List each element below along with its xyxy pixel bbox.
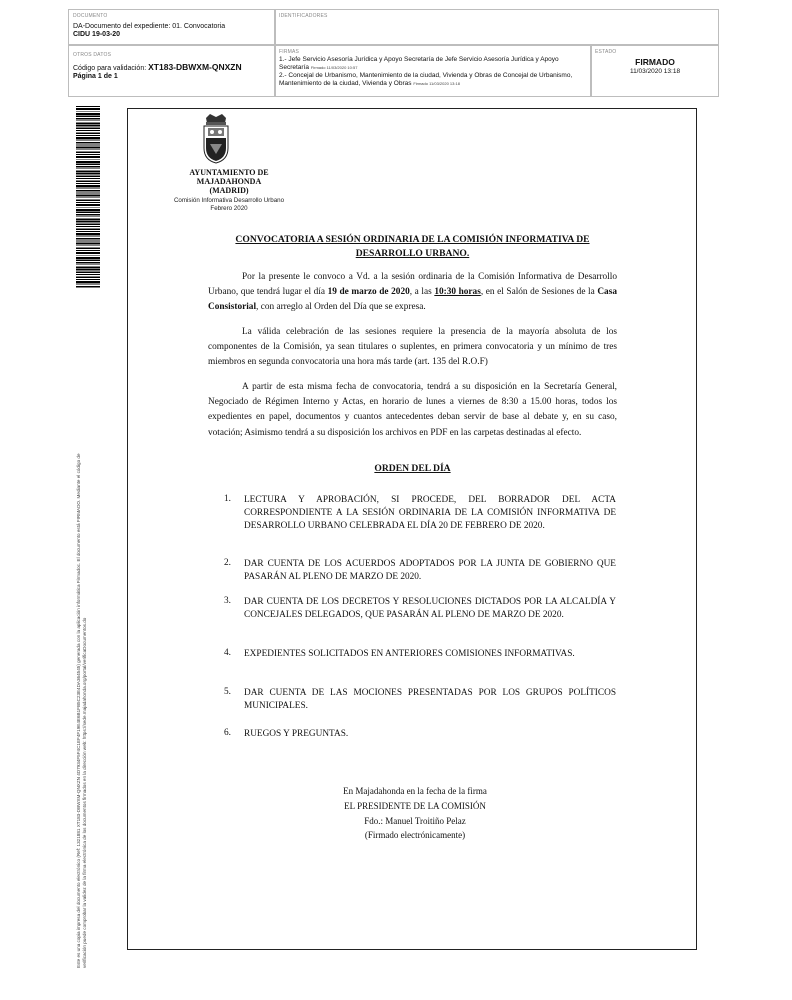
side-verification-text: Este es una copia impresa del documento electrónico (Ref: 1321881 XT183-DBWXM-QNXZN 4D7934F5F4C1EF4F19E4E6B1FB5C23E4DA364545) generada con la aplicación informática Firmadoc. El documento está FIRMADO. Mediante el código de verificación puede comprobar la validez de la firma electrónica de los documentos firmados en la dirección web: https://sede.majadahonda.org/portal/verificaDocumentos.do xyxy=(76,453,87,968)
item-5-text: DAR CUENTA DE LAS MOCIONES PRESENTADAS POR LOS GRUPOS POLÍTICOS MUNICIPALES. xyxy=(244,688,616,711)
item-3-text: DAR CUENTA DE LOS DECRETOS Y RESOLUCIONES DICTADOS POR LA ALCALDÍA Y CONCEJALES DELEGADOS, QUE PASARÁN AL PLENO DE MARZO DE 2020. xyxy=(244,597,616,620)
firma-1-date: Firmado 11/03/2020 10:57 xyxy=(310,64,358,70)
estado-date: 11/03/2020 13:18 xyxy=(629,68,681,75)
estado-value: FIRMADO xyxy=(635,57,675,67)
letterhead-line3: (MADRID) xyxy=(209,185,249,195)
orden-heading: ORDEN DEL DÍA xyxy=(374,463,451,474)
firmas-label: FIRMAS xyxy=(279,49,300,55)
coat-of-arms-icon xyxy=(200,114,232,164)
document-title xyxy=(200,233,625,261)
documento-label: DOCUMENTO xyxy=(73,13,108,19)
signature-line3: Fdo.: Manuel Troitiño Pelaz xyxy=(364,815,466,826)
documento-line1: DA-Documento del expediente: 01. Convocatoria xyxy=(73,23,226,30)
pagina: Página 1 de 1 xyxy=(73,73,118,80)
letterhead-line2: MAJADAHONDA xyxy=(196,176,262,186)
firma-1: 1.- Jefe Servicio Asesoría Jurídica y Apoyo Secretaría de Jefe Servicio Asesoría Jurídica y Apoyo Secretaría Firmado 11/03/2020 10:57 xyxy=(279,56,559,71)
item-4-number: 4. xyxy=(224,648,231,658)
item-1-text: LECTURA Y APROBACIÓN, SI PROCEDE, DEL BORRADOR DEL ACTA CORRESPONDIENTE A LA SESIÓN ORDINARIA DE LA COMISIÓN INFORMATIVA DE DESARROLLO URBANO CELEBRADA EL DÍA 20 DE FEBRERO DE 2020. xyxy=(244,495,616,531)
title-line1: CONVOCATORIA A SESIÓN ORDINARIA DE LA COMISIÓN INFORMATIVA DE xyxy=(235,234,590,245)
letterhead-line5: Febrero 2020 xyxy=(210,205,248,212)
letterhead xyxy=(165,169,293,195)
session-time: 10:30 horas xyxy=(434,287,481,298)
letterhead-line1: AYUNTAMIENTO DE xyxy=(189,168,269,177)
identificadores-box xyxy=(275,9,719,45)
item-1-number: 1. xyxy=(224,494,231,504)
item-2-text: DAR CUENTA DE LOS ACUERDOS ADOPTADOS POR LA JUNTA DE GOBIERNO QUE PASARÁN AL PLENO DE MARZO DE 2020. xyxy=(244,559,616,582)
estado-label: ESTADO xyxy=(595,49,617,55)
signature-line2: EL PRESIDENTE DE LA COMISIÓN xyxy=(344,800,486,811)
item-6-text: RUEGOS Y PREGUNTAS. xyxy=(244,729,349,739)
session-date: 19 de marzo de 2020 xyxy=(327,287,410,298)
letterhead-line4: Comisión Informativa Desarrollo Urbano xyxy=(173,197,285,204)
paragraph-quorum: La válida celebración de las sesiones requiere la presencia de la mayoría absoluta de los componentes de la Comisión, ya sean titulares o suplentes, en primera convocatoria y un mínimo de tres miembros en segunda convocatoria una hora más tarde (art. 135 del R.O.F) xyxy=(208,327,617,368)
identificadores-label: IDENTIFICADORES xyxy=(279,13,328,19)
signature-line1: En Majadahonda en la fecha de la firma xyxy=(343,786,487,796)
item-5-number: 5. xyxy=(224,687,231,697)
codigo-validacion: Código para validación: XT183-DBWXM-QNXZN xyxy=(73,62,242,72)
item-3-number: 3. xyxy=(224,596,231,606)
session-place: Casa Consistorial xyxy=(208,287,617,313)
signature-line4: (Firmado electrónicamente) xyxy=(364,830,466,841)
letterhead-sub xyxy=(155,197,303,213)
item-6-number: 6. xyxy=(224,728,231,738)
signature-block xyxy=(330,784,500,843)
title-line2: DESARROLLO URBANO. xyxy=(355,248,470,259)
item-2-number: 2. xyxy=(224,558,231,568)
codigo-value: XT183-DBWXM-QNXZN xyxy=(148,62,242,72)
paragraph-documentacion: A partir de esta misma fecha de convocatoria, tendrá a su disposición en la Secretaría General, Negociado de Régimen Interno y Actas, en horario de lunes a viernes de 8:30 a 15.00 horas, todos los expedientes en papel, documentos y cuantos antecedentes deban servir de base al debate y, en su caso, votación; Asimismo tendrá a su disposición los archivos en PDF en las carpetas destinadas al efecto. xyxy=(208,382,617,438)
firma-2-date: Firmado 11/03/2020 13:18 xyxy=(413,80,460,86)
barcode xyxy=(76,106,100,288)
firma-2: 2.- Concejal de Urbanismo, Mantenimiento de la ciudad, Vivienda y Obras de Concejal de Urbanismo, Mantenimiento de la ciudad, Vivienda y Obras Firmado 11/03/2020 13:18 xyxy=(279,72,573,87)
documento-line2: CIDU 19-03-20 xyxy=(73,31,121,38)
paragraph-convocatoria: Por la presente le convoco a Vd. a la sesión ordinaria de la Comisión Informativa de Desarrollo Urbano, que tendrá lugar el día 19 de marzo de 2020, a las 10:30 horas, en el Salón de Sesiones de la Casa Consistorial, con arreglo al Orden del Día que se expresa. xyxy=(208,272,617,313)
item-4-text: EXPEDIENTES SOLICITADOS EN ANTERIORES COMISIONES INFORMATIVAS. xyxy=(244,649,575,659)
otros-datos-label: OTROS DATOS xyxy=(73,52,112,58)
